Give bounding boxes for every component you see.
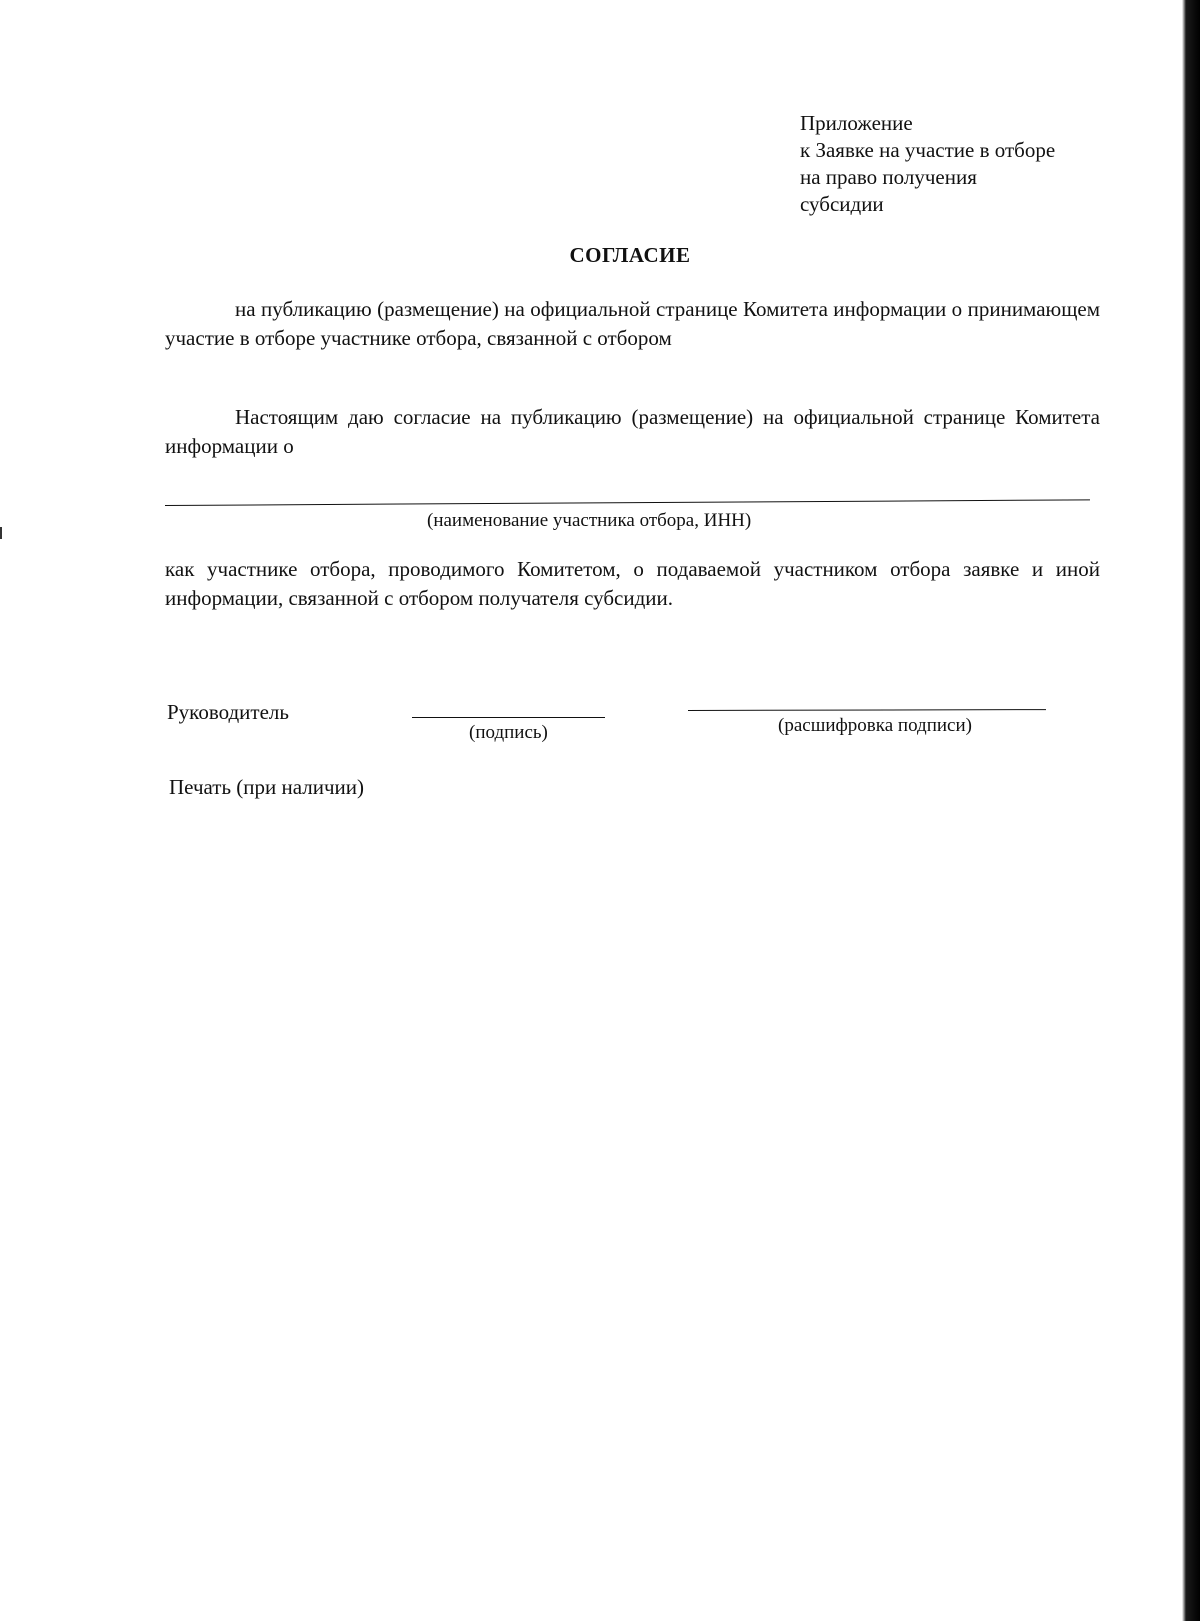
signature-decoding-blank-line [688, 709, 1046, 711]
signature-decoding-caption: (расшифровка подписи) [778, 715, 972, 736]
scan-edge-mark [0, 527, 2, 539]
annex-line-3: на право получения [800, 165, 977, 189]
participant-name-blank-line [165, 499, 1090, 506]
annex-header [800, 110, 1055, 218]
signature-blank-line [412, 717, 605, 718]
scan-edge-shadow [1180, 0, 1200, 1621]
signature-caption: (подпись) [469, 722, 548, 743]
annex-line-4: субсидии [800, 192, 884, 216]
consent-paragraph: Настоящим даю согласие на публикацию (размещение) на официальной странице Комитета информации о [165, 405, 1100, 458]
continuation-paragraph: как участнике отбора, проводимого Комитетом, о подаваемой участником отбора заявке и иной информации, связанной с отбором получателя субсидии. [165, 557, 1100, 610]
participant-name-caption: (наименование участника отбора, ИНН) [427, 510, 752, 531]
annex-line-2: к Заявке на участие в отборе [800, 138, 1056, 162]
head-label: Руководитель [167, 700, 289, 724]
annex-line-1: Приложение [800, 111, 913, 135]
document-subtitle: на публикацию (размещение) на официальной странице Комитета информации о принимающем участие в отборе участнике отбора, связанной с отбором [165, 297, 1100, 350]
document-title: СОГЛАСИЕ [569, 243, 691, 267]
stamp-label: Печать (при наличии) [169, 775, 365, 799]
